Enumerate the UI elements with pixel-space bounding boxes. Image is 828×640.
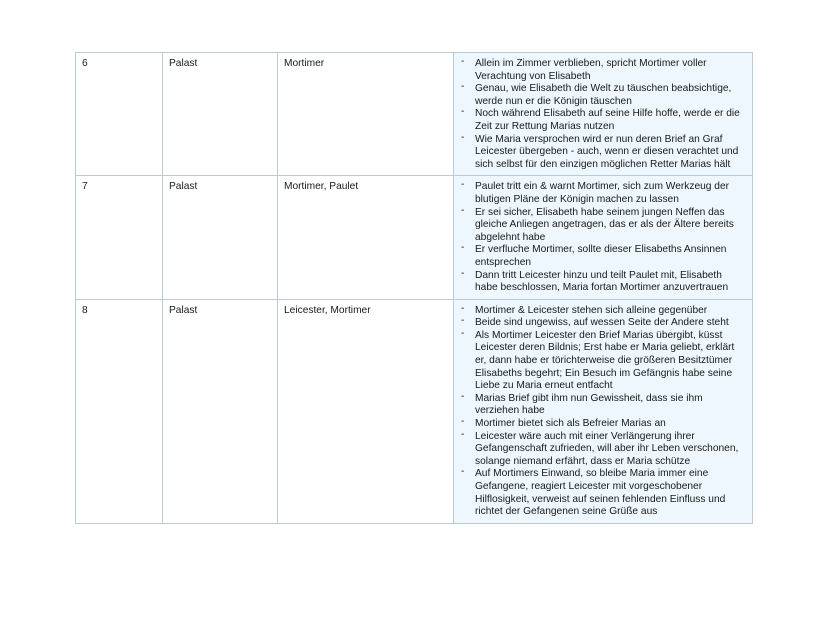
list-item: - Wie Maria versprochen wird er nun deren Brief an Graf Leicester übergeben - auch, wenn er diesen verachtet und sich selbst für den einzigen möglichen Retter Marias hält: [460, 134, 746, 172]
list-item: - Auf Mortimers Einwand, so bleibe Maria immer eine Gefangene, reagiert Leicester mit vorgeschobener Hilflosigkeit, verweist auf seinen fehlenden Einfluss und richtet der Gefangenen seine Grüße aus: [460, 468, 746, 518]
list-item: - Leicester wäre auch mit einer Verlängerung ihrer Gefangenschaft zufrieden, will aber ihr Leben verschonen, solange niemand erfährt, dass er Maria schütze: [460, 431, 746, 469]
table-row: [76, 299, 753, 523]
scene-characters: Mortimer, Paulet: [278, 176, 454, 299]
scene-number: 6: [76, 53, 163, 176]
list-item: - Paulet tritt ein & warnt Mortimer, sich zum Werkzeug der blutigen Pläne der Königin machen zu lassen: [460, 181, 746, 206]
scene-events: [454, 299, 753, 523]
list-item: - Dann tritt Leicester hinzu und teilt Paulet mit, Elisabeth habe beschlossen, Maria fortan Mortimer anzuvertrauen: [460, 270, 746, 295]
scene-number: 7: [76, 176, 163, 299]
list-item: - Beide sind ungewiss, auf wessen Seite der Andere steht: [460, 317, 746, 330]
scene-number: 8: [76, 299, 163, 523]
scene-characters: Leicester, Mortimer: [278, 299, 454, 523]
scene-place: Palast: [163, 299, 278, 523]
list-item: - Als Mortimer Leicester den Brief Marias übergibt, küsst Leicester deren Bildnis; Erst habe er Maria geliebt, erklärt er, dann habe er törichterweise die größeren Besitztümer Elisabeths begehrt; Ein Besuch im Gefängnis habe seine Liebe zu Maria erneut entfacht: [460, 330, 746, 393]
scene-place: Palast: [163, 176, 278, 299]
scene-characters: Mortimer: [278, 53, 454, 176]
list-item: - Allein im Zimmer verblieben, spricht Mortimer voller Verachtung von Elisabeth: [460, 58, 746, 83]
event-list: [460, 305, 746, 519]
list-item: - Er verfluche Mortimer, sollte dieser Elisabeths Ansinnen entsprechen: [460, 244, 746, 269]
list-item: - Er sei sicher, Elisabeth habe seinem jungen Neffen das gleiche Anliegen angetragen, das er als der Ältere bereits abgelehnt habe: [460, 207, 746, 245]
table-row: [76, 176, 753, 299]
list-item: - Mortimer & Leicester stehen sich alleine gegenüber: [460, 305, 746, 318]
scene-place: Palast: [163, 53, 278, 176]
scene-events: [454, 176, 753, 299]
list-item: - Genau, wie Elisabeth die Welt zu täuschen beabsichtige, werde nun er die Königin täuschen: [460, 83, 746, 108]
list-item: - Marias Brief gibt ihm nun Gewissheit, dass sie ihm verziehen habe: [460, 393, 746, 418]
scene-events: [454, 53, 753, 176]
list-item: - Mortimer bietet sich als Befreier Marias an: [460, 418, 746, 431]
table-row: [76, 53, 753, 176]
event-list: [460, 58, 746, 171]
event-list: [460, 181, 746, 294]
list-item: - Noch während Elisabeth auf seine Hilfe hoffe, werde er die Zeit zur Rettung Marias nutzen: [460, 108, 746, 133]
scene-table: [75, 52, 753, 524]
